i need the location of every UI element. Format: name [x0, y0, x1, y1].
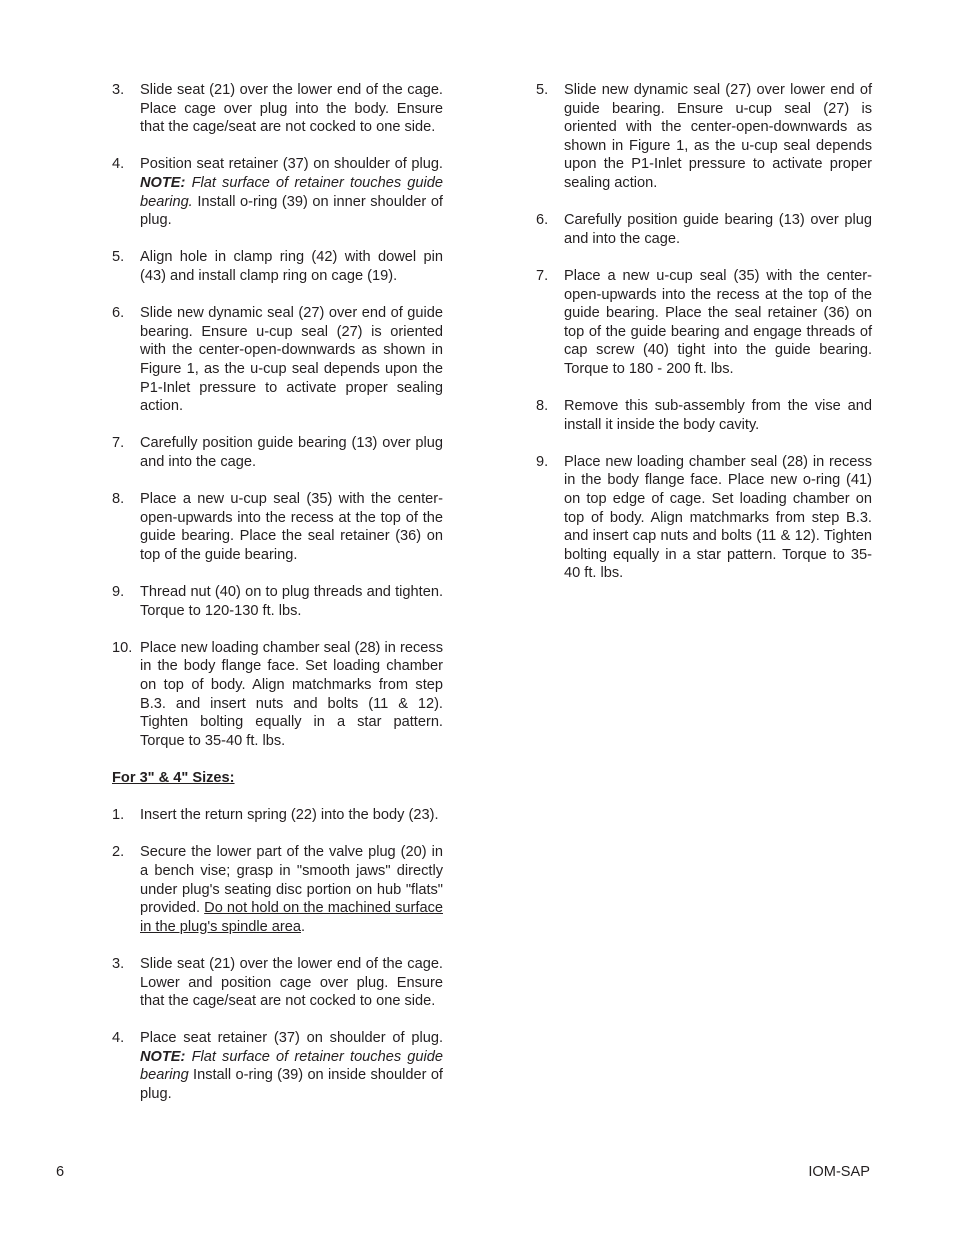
list-item: [112, 955, 443, 1011]
item-text: Carefully position guide bearing (13) over plug and into the cage.: [140, 435, 443, 470]
list-item: [112, 806, 443, 825]
item-text: Slide new dynamic seal (27) over lower end of guide bearing. Ensure u-cup seal (27) is oriented with the center-open-downwards as shown in Figure 1, as the u-cup seal depends upon the P1-Inlet pressure to activate proper sealing action.: [564, 82, 872, 191]
item-text-pre: Secure the lower part of the valve plug (20) in a bench vise; grasp in "smooth jaws" directly under plug's seating disc portion on hub "flats" provided.: [140, 844, 443, 917]
item-text: [140, 843, 443, 936]
item-number: 4.: [112, 1030, 125, 1047]
item-text: [140, 155, 443, 229]
list-item: [112, 155, 443, 229]
item-number: 4.: [112, 156, 125, 173]
item-text-post: Install o-ring (39) on inside shoulder of plug.: [140, 1067, 443, 1103]
item-text: Insert the return spring (22) into the body (23).: [140, 807, 439, 824]
item-text-post: Install o-ring (39) on inner shoulder of plug.: [140, 193, 443, 229]
item-text: Slide seat (21) over the lower end of the cage. Lower and position cage over plug. Ensure that the cage/seat are not cocked to one side.: [140, 955, 443, 1010]
note-label: NOTE:: [140, 1048, 186, 1065]
item-number: 2.: [112, 844, 125, 861]
item-number: 3.: [112, 82, 125, 98]
item-number: 8.: [112, 491, 125, 508]
list-item: [112, 304, 443, 416]
item-text-pre: Position seat retainer (37) on shoulder of plug.: [140, 156, 443, 173]
note-text: Flat surface of retainer touches guide bearing.: [140, 174, 443, 210]
item-text: Slide seat (21) over the lower end of the cage. Place cage over plug into the body. Ensure that the cage/seat are not cocked to one side.: [140, 82, 443, 136]
note-label: NOTE:: [140, 174, 186, 191]
right-column: [536, 81, 872, 602]
item-number: 5.: [536, 82, 549, 98]
section-heading: For 3" & 4" Sizes:: [112, 769, 235, 786]
list-item: [112, 434, 443, 471]
item-text: Remove this sub-assembly from the vise and install it inside the body cavity.: [564, 398, 872, 433]
list-item: [112, 583, 443, 620]
item-number: 6.: [112, 305, 125, 322]
list-item: [536, 397, 872, 434]
list-item: [112, 843, 443, 936]
list-item: [112, 1029, 443, 1103]
left-column: [112, 81, 443, 1122]
item-number: 5.: [112, 249, 125, 266]
item-text: Thread nut (40) on to plug threads and tighten. Torque to 120-130 ft. lbs.: [140, 584, 443, 619]
note-text: Flat surface of retainer touches guide bearing: [140, 1048, 443, 1084]
item-text-post: .: [301, 918, 306, 935]
list-item: [536, 453, 872, 583]
item-text: Place new loading chamber seal (28) in recess in the body flange face. Place new o-ring (41) on top edge of cage. Set loading chamber on top of body. Align matchmarks from step B.3. and insert cap nuts and bolts (11 & 12). Tighten bolting equally in a star pattern. Torque to 35-40 ft. lbs.: [564, 453, 872, 582]
list-item: [112, 81, 443, 137]
item-number: 8.: [536, 398, 549, 415]
list-item: [536, 211, 872, 248]
list-item: [112, 490, 443, 564]
underlined-warning: Do not hold on the machined surface in the plug's spindle area: [140, 900, 443, 935]
list-item: [112, 248, 443, 285]
item-text: Carefully position guide bearing (13) over plug and into the cage.: [564, 212, 872, 247]
list-item: [536, 81, 872, 193]
list-item: [536, 267, 872, 379]
item-number: 7.: [112, 435, 125, 452]
item-number: 3.: [112, 955, 125, 972]
item-number: 9.: [112, 584, 125, 601]
item-number: 9.: [536, 453, 549, 470]
item-text-pre: Place seat retainer (37) on shoulder of plug.: [140, 1030, 443, 1047]
item-text: [140, 1029, 443, 1103]
document-id: IOM-SAP: [808, 1164, 870, 1180]
item-number: 7.: [536, 267, 549, 284]
item-number: 6.: [536, 212, 549, 229]
item-text: Place a new u-cup seal (35) with the center-open-upwards into the recess at the top of the guide bearing. Place the seal retainer (36) on top of the guide bearing.: [140, 491, 443, 563]
item-text: Place new loading chamber seal (28) in recess in the body flange face. Set loading chamber on top of body. Align matchmarks from step B.3. and insert nuts and bolts (11 & 12). Tighten bolting equally in a star pattern. Torque to 35-40 ft. lbs.: [140, 639, 443, 749]
item-number: 1.: [112, 807, 125, 824]
item-text: Place a new u-cup seal (35) with the center-open-upwards into the recess at the top of the guide bearing. Place the seal retainer (36) on top of the guide bearing and engage threads of cap screw (40) tight into the guide bearing. Torque to 180 - 200 ft. lbs.: [564, 267, 872, 377]
list-item: [112, 639, 443, 751]
page-number: 6: [56, 1164, 65, 1180]
item-text: Align hole in clamp ring (42) with dowel pin (43) and install clamp ring on cage (19).: [140, 249, 443, 284]
item-number: 10.: [112, 639, 133, 656]
item-text: Slide new dynamic seal (27) over end of guide bearing. Ensure u-cup seal (27) is oriented with the center-open-downwards as shown in Figure 1, as the u-cup seal depends upon the P1-Inlet pressure to activate proper sealing action.: [140, 305, 443, 415]
